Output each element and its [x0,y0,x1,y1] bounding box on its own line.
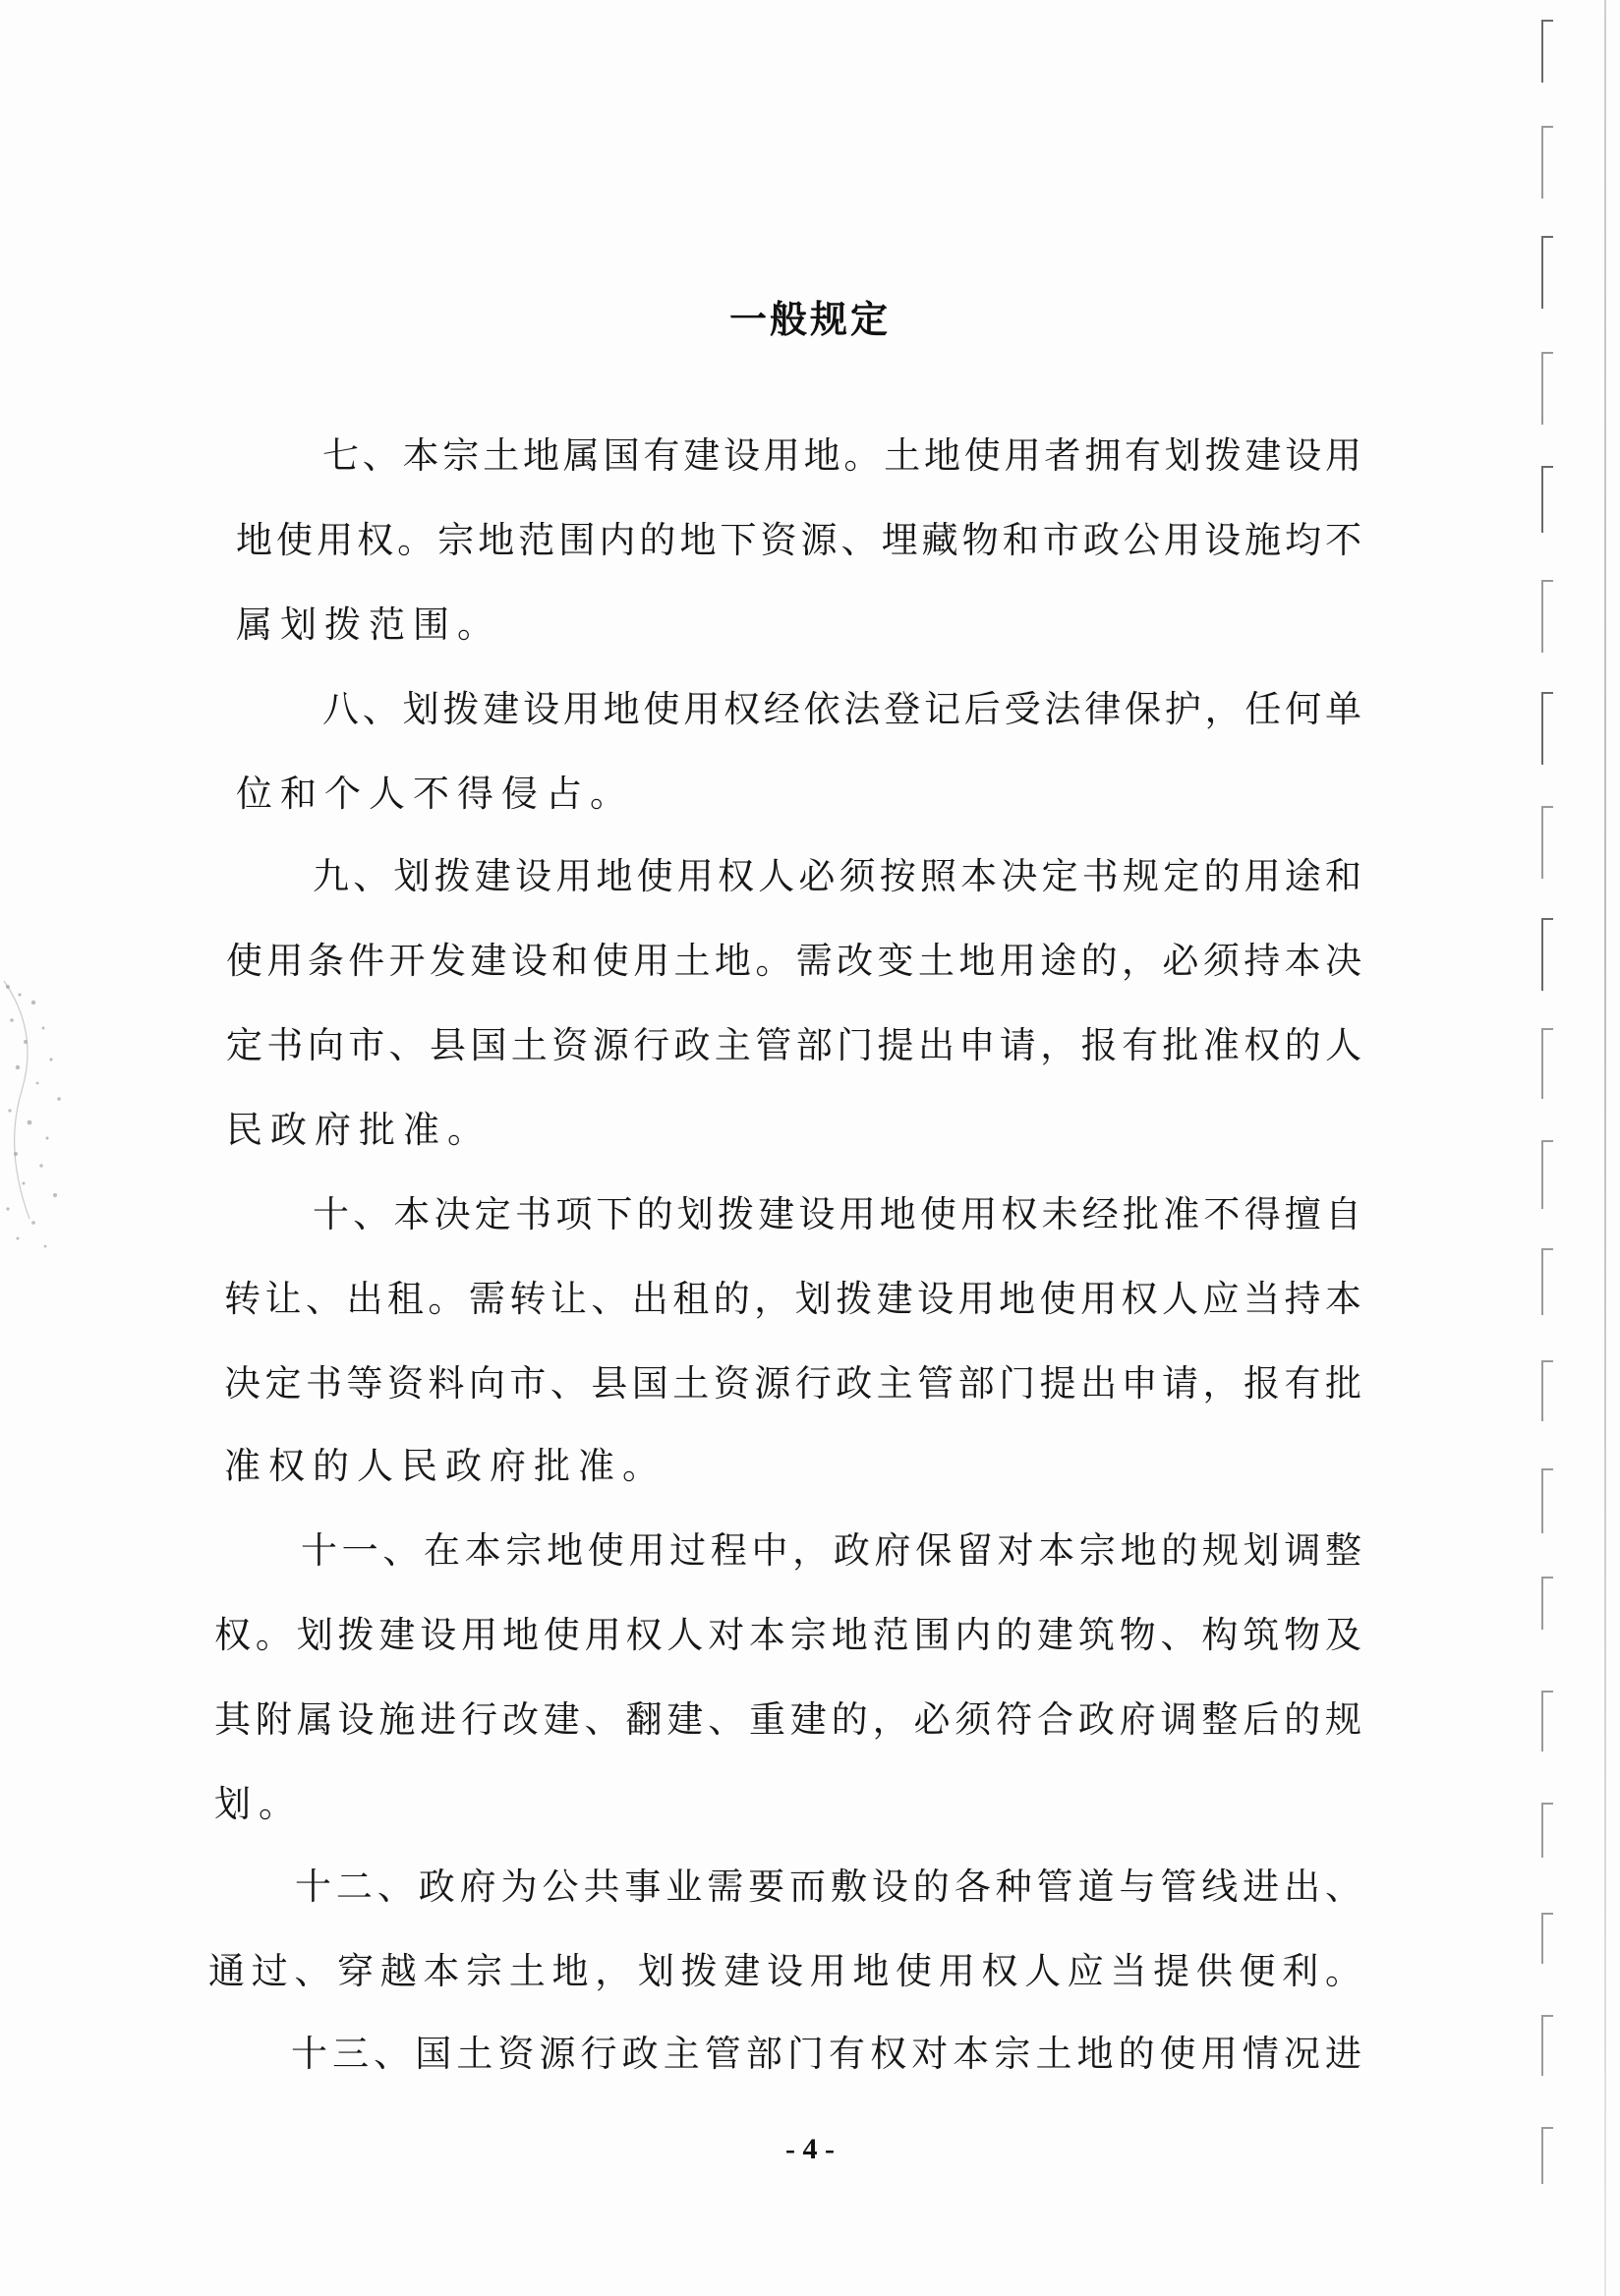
binding-mark [1541,1140,1553,1209]
binding-mark [1541,1577,1553,1630]
text-line: 准权的人民政府批准。 [224,1445,666,1487]
text-line: 十二、政府为公共事业需要而敷设的各种管道与管线进出、 [295,1866,1366,1908]
text-line: 十三、国土资源行政主管部门有权对本宗土地的使用情况进 [291,2033,1367,2075]
binding-mark [1541,466,1553,533]
binding-mark [1541,918,1553,991]
text-line: 决定书等资料向市、县国土资源行政主管部门提出申请，报有批 [224,1362,1366,1405]
text-line: 七、本宗土地属国有建设用地。土地使用者拥有划拨建设用 [322,434,1365,477]
text-line: 使用条件开发建设和使用土地。需改变土地用途的，必须持本决 [226,940,1366,982]
binding-mark [1541,692,1553,765]
text-line: 民政府批准。 [226,1109,492,1151]
text-line: 通过、穿越本宗土地，划拨建设用地使用权人应当提供便利。 [208,1950,1368,1992]
partial-seal-mark [0,973,71,1258]
binding-mark [1541,1248,1553,1315]
binding-mark [1541,580,1553,653]
binding-mark [1541,2015,1553,2076]
binding-mark [1541,806,1553,879]
text-line: 权。划拨建设用地使用权人对本宗地范围内的建筑物、构筑物及 [214,1614,1366,1656]
text-line: 九、划拨建设用地使用权人必须按照本决定书规定的用途和 [313,855,1366,897]
text-line: 十、本决定书项下的划拨建设用地使用权未经批准不得擅自 [313,1193,1366,1235]
binding-mark [1541,1913,1553,1964]
text-line: 划。 [214,1783,303,1825]
binding-mark [1541,126,1553,199]
text-line: 转让、出租。需转让、出租的，划拨建设用地使用权人应当持本 [224,1278,1366,1320]
binding-mark [1541,20,1553,83]
page-number: - 4 - [785,2133,835,2165]
binding-mark [1541,1803,1553,1858]
binding-mark [1541,1360,1553,1421]
text-line: 属划拨范围。 [236,603,501,646]
page-edge-shadow [1604,0,1606,2296]
text-line: 定书向市、县国土资源行政主管部门提出申请，报有批准权的人 [226,1024,1366,1066]
binding-mark [1541,1691,1553,1751]
text-line: 其附属设施进行改建、翻建、重建的，必须符合政府调整后的规 [214,1698,1366,1741]
text-line: 十一、在本宗地使用过程中，政府保留对本宗地的规划调整 [301,1529,1366,1572]
binding-mark [1541,352,1553,425]
binding-mark [1541,1028,1553,1099]
binding-mark [1541,1468,1553,1533]
text-line: 位和个人不得侵占。 [236,773,634,815]
document-title: 一般规定 [728,298,891,341]
text-line: 八、划拨建设用地使用权经依法登记后受法律保护，任何单 [322,688,1365,730]
text-line: 地使用权。宗地范围内的地下资源、埋藏物和市政公用设施均不 [236,519,1366,561]
